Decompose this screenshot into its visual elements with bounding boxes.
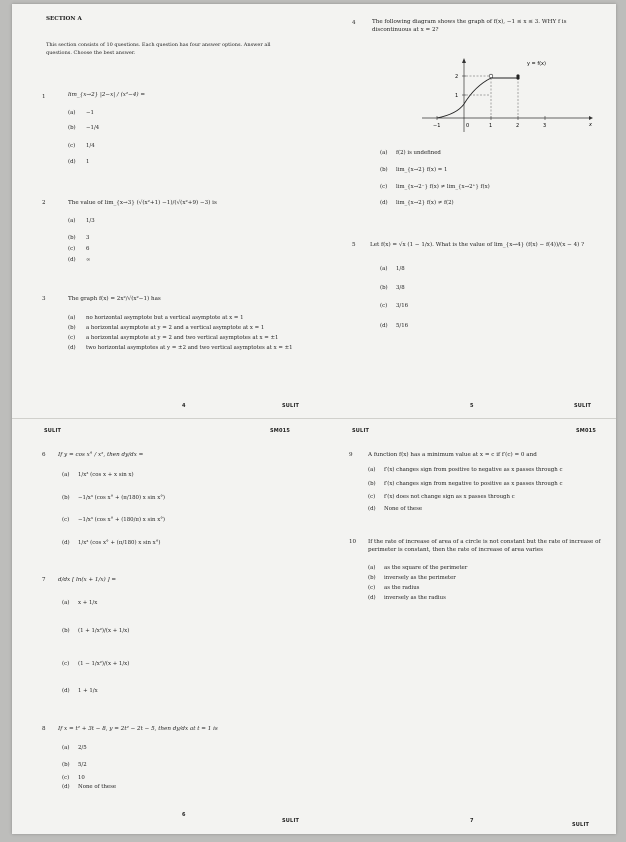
q6-opt-c-label: (c) [62,517,70,523]
q7-opt-b-label: (b) [62,628,70,634]
q4-opt-b-text: lim_{x→2} f(x) = 1 [396,167,448,173]
q8-opt-c-text: 10 [78,775,85,781]
q7-opt-a-label: (a) [62,600,70,606]
q8-opt-d-text: None of these [78,784,117,790]
q1-stem: lim_{x→2} |2−x| / (x²−4) = [68,92,146,98]
graph-x-tick-1: 1 [489,123,493,129]
q2-opt-c-text: 6 [86,246,90,252]
q2-number: 2 [42,200,46,206]
footer-page-5: 5 [470,403,474,409]
q1-opt-d-label: (d) [68,159,76,165]
q7-stem: d/dx [ ln(x + 1/x) ] = [58,577,117,583]
footer-sulit-6: SULIT [282,818,300,824]
q2-opt-b-label: (b) [68,235,76,241]
q7-opt-c-text: (1 − 1/x²)/(x + 1/x) [78,661,130,667]
section-title: SECTION A [46,16,82,22]
q4-number: 4 [352,20,356,26]
q8-number: 8 [42,726,46,732]
graph-x-tick-2: 2 [516,123,520,129]
q4-opt-d-label: (d) [380,200,388,206]
footer-sulit-4: SULIT [282,403,300,409]
q5-opt-a-text: 1/8 [396,266,405,272]
q3-opt-b-text: a horizontal asymptote at y = 2 and a vertical asymptote at x = 1 [86,325,265,331]
header-sulit-7: SULIT [352,428,370,434]
q9-opt-a-text: f′(x) changes sign from positive to negative as x passes through c [384,467,563,473]
q2-opt-a-text: 1/3 [86,218,95,224]
q4-opt-a-label: (a) [380,150,388,156]
graph-x-tick-neg1: −1 [433,123,441,129]
q8-opt-a-text: 2/5 [78,745,87,751]
q3-opt-d-text: two horizontal asymptotes at y = ±2 and two vertical asymptotes at x = ±1 [86,345,293,351]
q3-opt-c-label: (c) [68,335,76,341]
q10-number: 10 [349,539,357,545]
footer-page-6: 6 [182,812,186,818]
q2-opt-a-label: (a) [68,218,76,224]
header-sulit-6: SULIT [44,428,62,434]
q4-opt-a-text: f(2) is undefined [396,150,441,156]
graph-y-tick-2: 2 [455,74,459,80]
q9-opt-b-label: (b) [368,481,376,487]
q2-opt-c-label: (c) [68,246,76,252]
q2-opt-d-label: (d) [68,257,76,263]
q7-opt-a-text: x + 1/x [78,600,98,606]
q6-opt-d-label: (d) [62,540,70,546]
q7-opt-d-label: (d) [62,688,70,694]
q1-opt-d-text: 1 [86,159,90,165]
q1-opt-b-label: (b) [68,125,76,131]
q4-graph [417,56,597,136]
q6-opt-c-text: −1/x³ (cos x° + (180/π) x sin x°) [78,517,166,523]
page-divider [12,418,616,419]
q2-stem: The value of lim_{x→3} (√(x²+1) −1)/(√(x²+9) −3) is [68,200,217,206]
q9-opt-a-label: (a) [368,467,376,473]
q6-opt-b-label: (b) [62,495,70,501]
q8-stem: If x = t² + 3t − 8, y = 2t² − 2t − 5, then dy/dx at t = 1 is [58,726,218,732]
q4-stem: The following diagram shows the graph of f(x), −1 ≤ x ≤ 3. WHY f is discontinuous at x = 2? [372,19,567,33]
q5-opt-d-text: 5/16 [396,323,409,329]
q10-opt-c-text: as the radius [384,585,420,591]
header-code-6: SM015 [270,428,291,434]
graph-x-tick-3: 3 [543,123,547,129]
q10-opt-b-label: (b) [368,575,376,581]
graph-y-arrow [462,58,466,63]
q9-opt-c-label: (c) [368,494,376,500]
q4-opt-d-text: lim_{x→2} f(x) ≠ f(2) [396,200,454,206]
graph-x-tick-0: 0 [466,123,470,129]
q3-opt-c-text: a horizontal asymptote at y = 2 and two vertical asymptotes at x = ±1 [86,335,279,341]
graph-function-label: y = f(x) [527,61,546,67]
q6-stem: If y = cos x° / x², then dy/dx = [58,452,144,458]
q6-opt-a-label: (a) [62,472,70,478]
footer-page-4: 4 [182,403,186,409]
graph-point-f2 [516,74,519,77]
q5-opt-b-label: (b) [380,285,388,291]
q9-stem: A function f(x) has a minimum value at x = c if f′(c) = 0 and [368,452,537,458]
q6-opt-d-text: 1/x³ (cos x° + (π/180) x sin x°) [78,540,161,546]
q8-opt-d-label: (d) [62,784,70,790]
q4-opt-c-text: lim_{x→2⁻} f(x) ≠ lim_{x→2⁺} f(x) [396,184,490,190]
q2-opt-b-text: 3 [86,235,90,241]
q5-opt-a-label: (a) [380,266,388,272]
q8-opt-a-label: (a) [62,745,70,751]
q10-opt-a-label: (a) [368,565,376,571]
q8-opt-c-label: (c) [62,775,70,781]
q3-opt-b-label: (b) [68,325,76,331]
q8-opt-b-label: (b) [62,762,70,768]
q10-stem: If the rate of increase of area of a circle is not constant but the rate of increase of perimeter is constant, then the rate of increase of area varies [368,539,601,553]
q1-opt-c-text: 1/4 [86,143,95,149]
q6-number: 6 [42,452,46,458]
graph-open-point [489,74,493,78]
q2-opt-d-text: ∞ [86,257,91,263]
q10-opt-d-label: (d) [368,595,376,601]
q4-opt-b-label: (b) [380,167,388,173]
q7-opt-d-text: 1 + 1/x [78,688,98,694]
q5-opt-b-text: 3/8 [396,285,405,291]
exam-sheet [12,4,616,834]
q1-opt-a-label: (a) [68,110,76,116]
q5-opt-d-label: (d) [380,323,388,329]
q10-opt-d-text: inversely as the radius [384,595,446,601]
q7-number: 7 [42,577,46,583]
graph-x-axis-label: x [589,122,592,128]
q5-opt-c-label: (c) [380,303,388,309]
q3-number: 3 [42,296,46,302]
q9-number: 9 [349,452,353,458]
footer-page-7: 7 [470,818,474,824]
instructions: This section consists of 10 questions. Each question has four answer options. Answer all questions. Choose the best answer. [46,42,271,56]
q7-opt-b-text: (1 + 1/x²)/(x + 1/x) [78,628,130,634]
q10-opt-a-text: as the square of the perimeter [384,565,468,571]
q1-opt-b-text: −1/4 [86,125,100,131]
header-code-7: SM015 [576,428,597,434]
q3-stem: The graph f(x) = 2x²/√(x²−1) has [68,296,161,302]
q9-opt-d-label: (d) [368,506,376,512]
footer-sulit-5: SULIT [574,403,592,409]
q6-opt-a-text: 1/x³ (cos x + x sin x) [78,472,134,478]
q7-opt-c-label: (c) [62,661,70,667]
q9-opt-d-text: None of these [384,506,423,512]
footer-sulit-7: SULIT [572,822,590,828]
graph-y-tick-1: 1 [455,93,459,99]
q3-opt-a-label: (a) [68,315,76,321]
q9-opt-c-text: f′(x) does not change sign as x passes through c [384,494,515,500]
q8-opt-b-text: 5/2 [78,762,87,768]
q6-opt-b-text: −1/x³ (cos x° + (π/180) x sin x°) [78,495,166,501]
q1-number: 1 [42,94,46,100]
q3-opt-d-label: (d) [68,345,76,351]
q5-stem: Let f(x) = √x (1 − 1/x). What is the value of lim_{x→4} (f(x) − f(4))/(x − 4) ? [370,242,585,248]
q9-opt-b-text: f′(x) changes sign from negative to positive as x passes through c [384,481,563,487]
q10-opt-c-label: (c) [368,585,376,591]
q5-opt-c-text: 3/16 [396,303,409,309]
q3-opt-a-text: no horizontal asymptote but a vertical asymptote at x = 1 [86,315,244,321]
q5-number: 5 [352,242,356,248]
q4-opt-c-label: (c) [380,184,388,190]
graph-x-arrow [589,116,593,120]
q1-opt-a-text: −1 [86,110,94,116]
q1-opt-c-label: (c) [68,143,76,149]
q10-opt-b-text: inversely as the perimeter [384,575,456,581]
